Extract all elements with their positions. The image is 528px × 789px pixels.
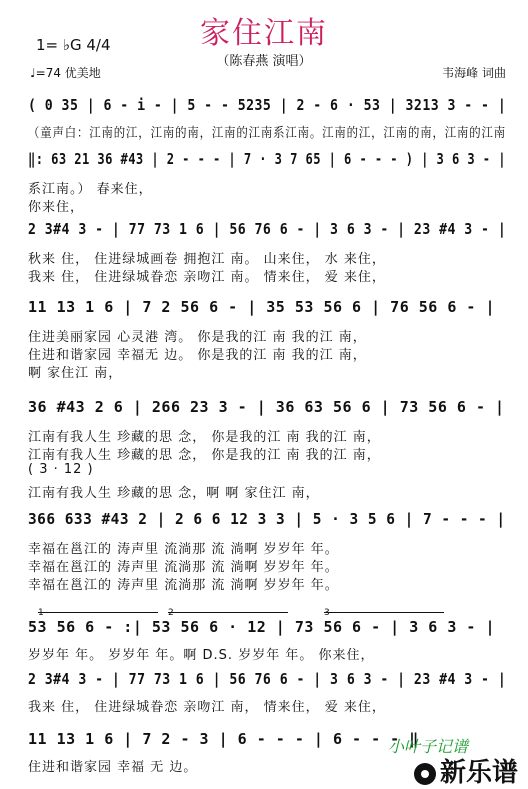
score-row-3 bbox=[28, 220, 507, 285]
lyric-line: 江南有我人生 珍藏的思 念， 你是我的江 南 我的江 南， bbox=[28, 430, 381, 445]
notation-line: 366 633 #43 2 | 2 6 6 12 3 3 | 5 · 3 5 6 | 7 - - - | bbox=[28, 510, 506, 528]
lyric-line: 幸福在邕江的 涛声里 流淌那 流 淌啊 岁岁年 年。 bbox=[28, 578, 339, 593]
lyric-line: 幸福在邕江的 涛声里 流淌那 流 淌啊 岁岁年 年。 bbox=[28, 560, 339, 575]
lyric-line: 岁岁年 年。 岁岁年 年。啊 D.S. 岁岁年 年。 你来住， bbox=[28, 648, 375, 663]
score-row-7 bbox=[28, 608, 506, 663]
volta-2: 2 bbox=[168, 608, 174, 618]
lyric-line: （童声白：江南的江，江南的南，江南的江南系江南。江南的江，江南的南，江南的江南 bbox=[28, 126, 507, 141]
lyric-line: 我来 住， 住进绿城眷恋 亲吻江 南， 情来住， 爱 来住， bbox=[28, 700, 386, 715]
lyric-line: 住进和谐家园 幸福无 边。 你是我的江 南 我的江 南， bbox=[28, 348, 367, 363]
notation-line: 2 3#4 3 - | 77 73 1 6 | 56 76 6 - | 3 6 3 - | 23 #4 3 - | bbox=[28, 670, 507, 688]
score-row-1 bbox=[28, 96, 506, 144]
notation-line: 2 3#4 3 - | 77 73 1 6 | 56 76 6 - | 3 6 3 - | 23 #4 3 - | bbox=[28, 220, 507, 238]
lyric-line: 系江南。） 春来住， bbox=[28, 182, 153, 197]
tempo-marking: ♩=74 优美地 bbox=[30, 66, 101, 80]
lyric-line: 江南有我人生 珍藏的思 念，啊 啊 家住江 南， bbox=[28, 486, 320, 501]
score-row-6 bbox=[28, 510, 506, 592]
watermark-text: 小叶子记谱 bbox=[387, 737, 468, 756]
lyric-line: 我来 住， 住进绿城眷恋 亲吻江 南。 情来住， 爱 来住， bbox=[28, 270, 386, 285]
notation-line: ‖: 63 21 36 #43 | 2 - - - | 7 · 3 7 65 | 6 - - - ) | 3 6 3 - | bbox=[28, 150, 506, 168]
score-row-8 bbox=[28, 670, 506, 714]
composer-credit: 韦海峰 词曲 bbox=[442, 66, 506, 80]
notation-line: ( 0 35 | 6 - i - | 5 - - 5235 | 2 - 6 · 53 | 3213 3 - - | bbox=[28, 96, 507, 114]
lyric-line: 秋来 住， 住进绿城画卷 拥抱江 南。 山来住， 水 来住， bbox=[28, 252, 386, 267]
singer-credit: （陈春燕 演唱） bbox=[216, 54, 312, 69]
lyric-line: 江南有我人生 珍藏的思 念， 你是我的江 南 我的江 南， bbox=[28, 448, 381, 463]
score-row-4 bbox=[28, 298, 506, 380]
score-row-2 bbox=[28, 150, 506, 215]
lyric-line: 幸福在邕江的 涛声里 流淌那 流 淌啊 岁岁年 年。 bbox=[28, 542, 339, 557]
volta-1: 1 bbox=[38, 608, 44, 618]
notation-line: 11 13 1 6 | 7 2 56 6 - | 35 53 56 6 | 76 56 6 - | bbox=[28, 298, 496, 316]
key-signature: 1= ♭G 4/4 bbox=[36, 36, 111, 54]
notation-line: 36 #43 2 6 | 266 23 3 - | 36 63 56 6 | 73 56 6 - | bbox=[28, 398, 505, 416]
page-title: 家住江南 bbox=[200, 16, 328, 51]
lyric-line: ( 3 · 12 ) bbox=[28, 462, 94, 477]
notation-line: 53 56 6 - :| 53 56 6 · 12 | 73 56 6 - | 3 6 3 - | bbox=[28, 618, 496, 636]
lyric-line: 啊 家住江 南， bbox=[28, 366, 123, 381]
lyric-line: 住进和谐家园 幸福 无 边。 bbox=[28, 760, 198, 775]
score-row-5 bbox=[28, 398, 506, 501]
disc-icon bbox=[414, 763, 436, 785]
site-logo-text: 新乐谱 bbox=[439, 758, 518, 788]
lyric-line: 你来住， bbox=[28, 200, 85, 215]
volta-3: 3 bbox=[324, 608, 330, 618]
lyric-line: 住进美丽家园 心灵港 湾。 你是我的江 南 我的江 南， bbox=[28, 330, 367, 345]
site-logo bbox=[414, 752, 518, 789]
notation-line: 11 13 1 6 | 7 2 - 3 | 6 - - - | 6 - - - ‖ bbox=[28, 730, 419, 748]
